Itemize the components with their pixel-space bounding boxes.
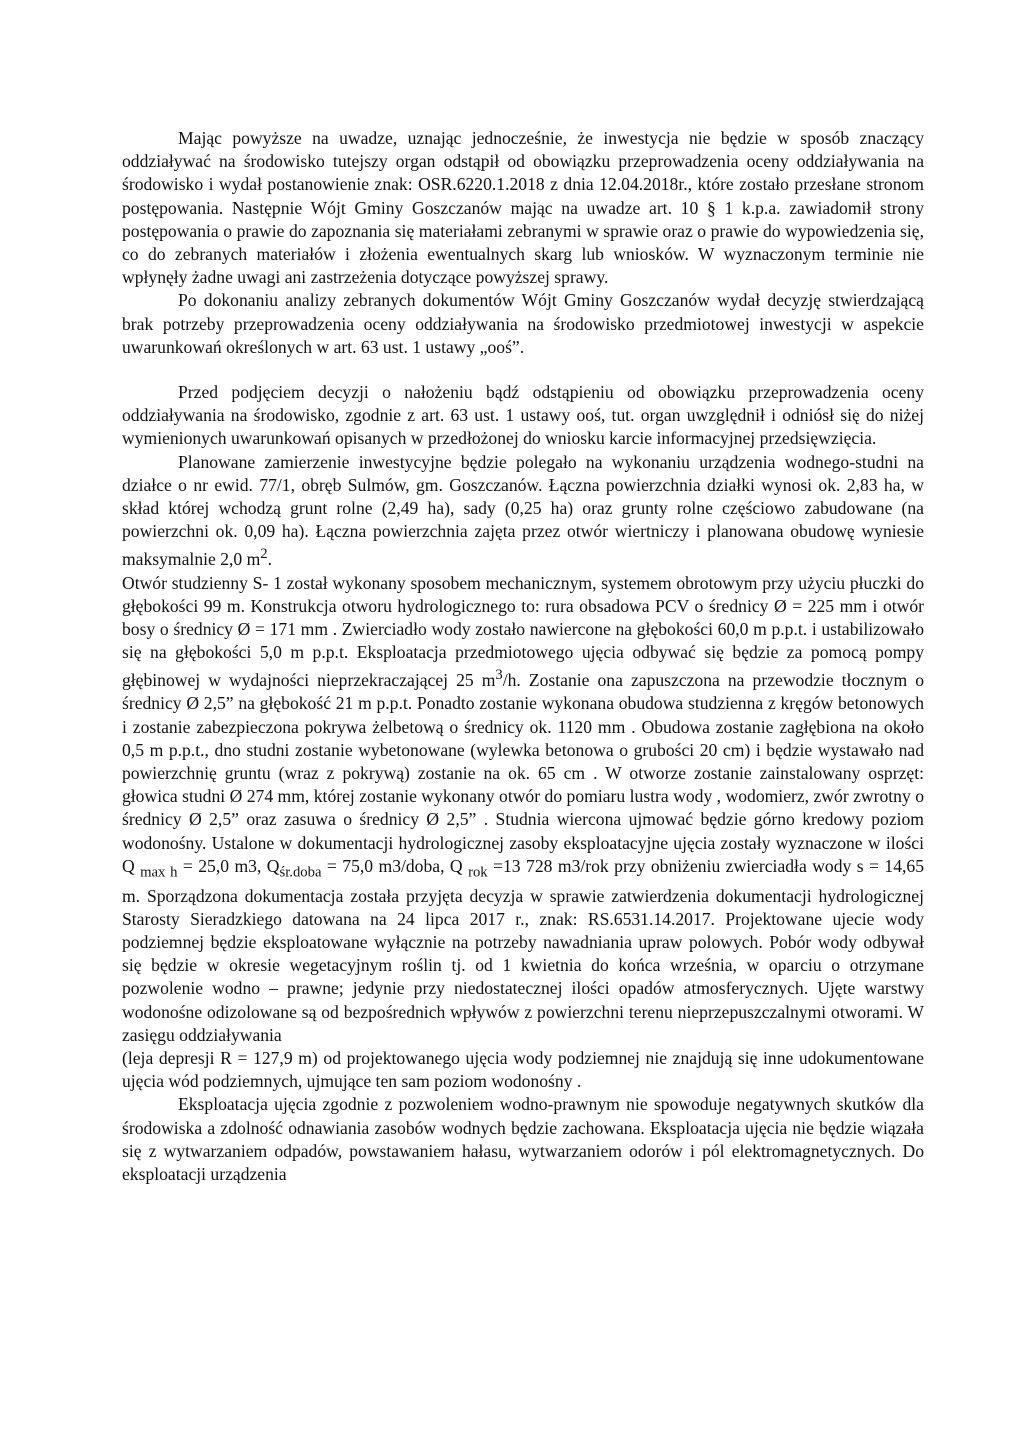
text-run: Planowane zamierzenie inwestycyjne będzie polegało na wykonaniu urządzenia wodnego-studni na działce o nr ewid. 77/1, obręb Sulmów, gm. Goszczanów. Łączna powierzchnia działki wynosi ok. 2,83 ha, w skład której wchodzą grunt rolne (2,49 ha), sady (0,25 ha) oraz grunty rolne częściowo zabudowane (na powierzchni ok. 0,09 ha). Łączna powierzchnia zajęta przez otwór wiertniczy i planowana obudowę wyniesie maksymalnie 2,0 m [122, 451, 924, 570]
subscript: rok [468, 864, 488, 881]
superscript: 3 [495, 667, 503, 684]
text-run: =13 728 m3/rok przy obniżeniu zwierciadła wody s = 14,65 m. Sporządzona dokumentacja została przyjęta decyzja w sprawie zatwierdzenia dokumentacji hydrologicznej Starosty Sieradzkiego datowana na 24 lipca 2017 r., znak: RS.6531.14.2017. Projektowane ujecie wody podziemnej będzie eksploatowane wyłącznie na potrzeby nawadniania upraw polowych. Pobór wody odbywał się będzie w okresie wegetacyjnym roślin tj. od 1 kwietnia do końca września, w oparciu o otrzymane pozwolenie wodno – prawne; jedynie przy niedostatecznej ilości opadów atmosferycznych. Ujęte warstwy wodonośne odizolowane są od bezpośrednich wpływów z powierzchni terenu nieprzepuszczalnymi otworami. W zasięgu oddziaływania [122, 855, 924, 1045]
text-run: = 75,0 m3/doba, Q [321, 855, 469, 876]
subscript: max h [140, 864, 178, 881]
text-run: Otwór studzienny S- 1 został wykonany sposobem mechanicznym, systemem obrotowym przy użyciu płuczki do głębokości 99 m. Konstrukcja otworu hydrologicznego to: rura obsadowa PCV o średnicy Ø = 225 mm i otwór bosy o średnicy Ø = 171 mm . Zwierciadło wody zostało nawiercone na głębokości 60,0 m p.p.t. i ustabilizowało się na głębokości 5,0 m p.p.t. Eksploatacja przedmiotowego ujęcia odbywać się będzie za pomocą pompy głębinowej w wydajności nieprzekraczającej 25 m [122, 572, 924, 691]
paragraph-depression-cone: (leja depresji R = 127,9 m) od projektowanego ujęcia wody podziemnej nie znajdują się inne udokumentowane ujęcia wód podziemnych, ujmujące ten sam poziom wodonośny . [122, 1047, 924, 1092]
document-page [122, 127, 924, 1186]
paragraph-decision-summary: Po dokonaniu analizy zebranych dokumentów Wójt Gminy Goszczanów wydał decyzję stwierdzającą brak potrzeby przeprowadzenia oceny oddziaływania na środowisko przedmiotowej inwestycji w aspekcie uwarunkowań określonych w art. 63 ust. 1 ustawy „ooś”. [122, 290, 924, 357]
paragraph-exploitation: Eksploatacja ujęcia zgodnie z pozwoleniem wodno-prawnym nie spowoduje negatywnych skutków dla środowiska a zdolność odnawiania zasobów wodnych będzie zachowana. Eksploatacja ujęcia nie będzie wiązała się z wytwarzaniem odpadów, powstawaniem hałasu, wytwarzaniem odorów i pól elektromagnetycznych. Do eksploatacji urządzenia [122, 1094, 924, 1184]
paragraph-decision-waiver: Mając powyższe na uwadze, uznając jednocześnie, że inwestycja nie będzie w sposób znaczący oddziaływać na środowisko tutejszy organ odstąpił od obowiązku przeprowadzenia oceny oddziaływania na środowisko i wydał postanowienie znak: OSR.6220.1.2018 z dnia 12.04.2018r., które zostało przesłane stronom postępowania. Następnie Wójt Gminy Goszczanów mając na uwadze art. 10 § 1 k.p.a. zawiadomił strony postępowania o prawie do zapoznania się materiałami zebranymi w sprawie oraz o prawie do wypowiedzenia się, co do zebranych materiałów i złożenia ewentualnych skarg lub wniosków. W wyznaczonym terminie nie wpłynęły żadne uwagi ani zastrzeżenia dotyczące powyższej sprawy. [122, 128, 924, 288]
paragraph-planned-project [122, 451, 924, 572]
text-run: /h. Zostanie ona zapuszczona na przewodzie tłocznym o średnicy Ø 2,5” na głębokość 21 m p.p.t. Ponadto zostanie wykonana obudowa studzienna z kręgów betonowych i zostanie zabezpieczona pokrywa żelbetową o średnicy ok. 1120 mm . Obudowa zostanie zagłębiona na około 0,5 m p.p.t., dno studni zostanie wybetonowane (wylewka betonowa o grubości 20 cm) i będzie wystawało nad powierzchnię gruntu (wraz z pokrywą) zostanie na ok. 65 cm . W otworze zostanie zainstalowany osprzęt: głowica studni Ø 274 mm, której zostanie wykonany otwór do pomiaru lustra wody , wodomierz, zwór zwrotny o średnicy Ø 2,5” oraz zasuwa o średnicy Ø 2,5” . Studnia wiercona ujmować będzie górno kredowy poziom wodonośny. Ustalone w dokumentacji hydrologicznej zasoby eksploatacyjne ujęcia zostały wyznaczone w ilości Q [122, 670, 924, 876]
text-run: . [267, 549, 273, 570]
text-run: = 25,0 m3, Q [177, 855, 280, 876]
paragraph-conditions-intro: Przed podjęciem decyzji o nałożeniu bądź odstąpieniu od obowiązku przeprowadzenia oceny oddziaływania na środowisko, zgodnie z art. 63 ust. 1 ustawy ooś, tut. organ uwzględnił i odniósł się do niżej wymienionych uwarunkowań opisanych w przedłożonej do wniosku karcie informacyjnej przedsięwzięcia. [122, 382, 924, 449]
paragraph-well-construction [122, 572, 924, 1047]
superscript: 2 [260, 546, 268, 563]
paragraph-gap [122, 359, 924, 381]
subscript: śr.doba [279, 864, 322, 881]
